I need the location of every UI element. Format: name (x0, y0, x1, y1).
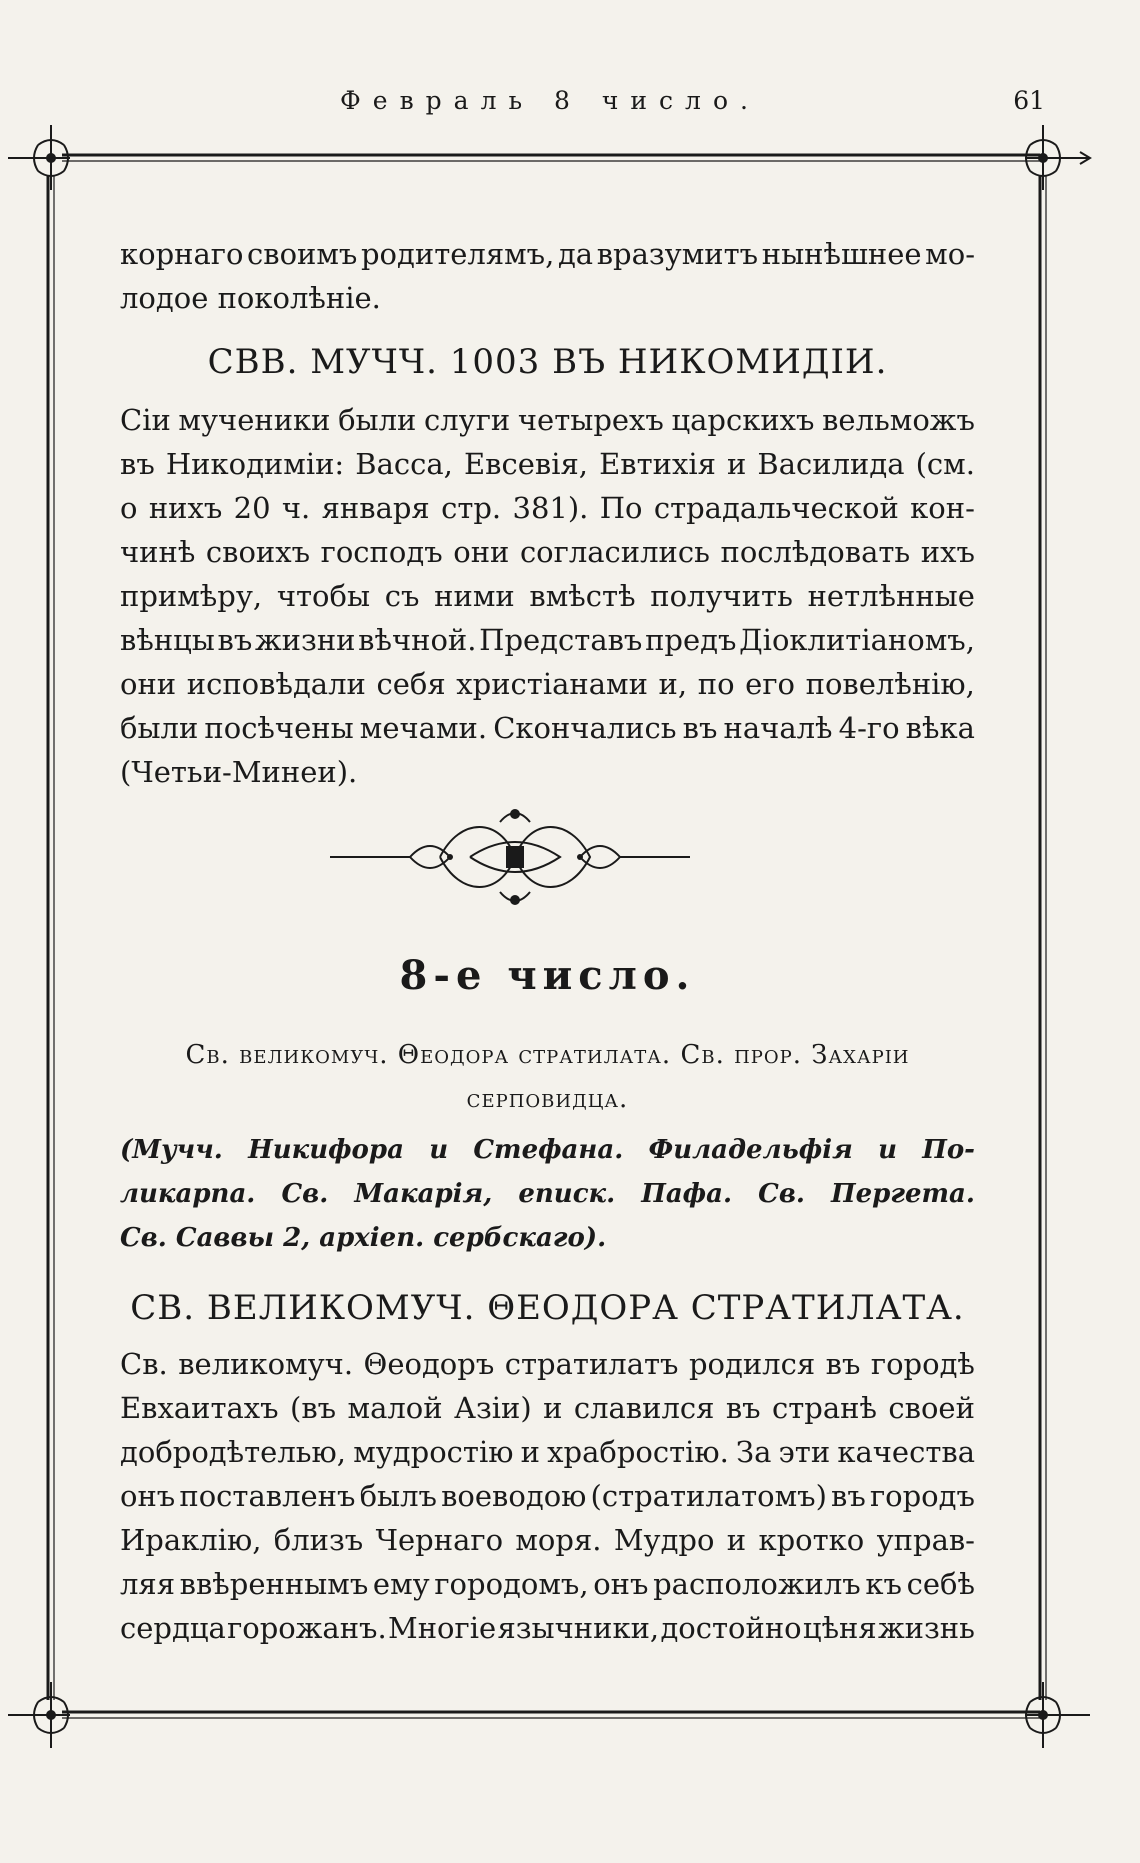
section-body (120, 398, 975, 794)
text-line: Ираклію, близъ Чернаго моря. Мудро и кротко управ- (120, 1523, 975, 1557)
text-line: ликарпа. Св. Макарія, еписк. Пафа. Св. Пергета. (120, 1179, 975, 1209)
commemorations-block (120, 1128, 975, 1260)
section-heading: СВ. ВЕЛИКОМУЧ. ΘЕОДОРА СТРАТИЛАТА. (130, 1288, 965, 1328)
corner-ornament-bottom-right (1025, 1682, 1090, 1748)
text-line: Евхаитахъ (въ малой Азіи) и славился въ странѣ своей (120, 1391, 975, 1425)
saints-of-day-line2: серповидца. (466, 1084, 629, 1114)
text-line: лодое поколѣніе. (120, 281, 381, 315)
text-line: вѣнцы въ жизни вѣчной. Представъ предъ Діоклитіаномъ, (120, 623, 975, 657)
text-line: сердца горожанъ. Многіе язычники, достойно цѣня жизнь (120, 1611, 975, 1645)
text-line: въ Никодиміи: Васса, Евсевія, Евтихія и Василида (см. (120, 447, 975, 481)
text-line: (Мучч. Никифора и Стефана. Филадельфія и По- (120, 1135, 975, 1165)
text-line: они исповѣдали себя христіанами и, по его повелѣнію, (120, 667, 975, 701)
text-line: (Четьи-Минеи). (120, 755, 358, 789)
text-line: Сіи мученики были слуги четырехъ царскихъ вельможъ (120, 403, 975, 437)
text-line: ляя ввѣреннымъ ему городомъ, онъ расположилъ къ себѣ (120, 1567, 975, 1601)
intro-paragraph (120, 232, 975, 320)
corner-ornament-bottom-left (8, 1682, 70, 1748)
page-number: 61 (1013, 86, 1045, 115)
saints-of-day-line1: Св. великомуч. Θеодора стратилата. Св. прор. Захаріи (185, 1040, 910, 1070)
text-line: чинѣ своихъ господъ они согласились послѣдовать ихъ (120, 535, 975, 569)
text-line: примѣру, чтобы съ ними вмѣстѣ получить нетлѣнные (120, 579, 975, 613)
text-line: онъ поставленъ былъ воеводою (стратилатомъ) въ городъ (120, 1479, 975, 1513)
text-line: Св. великомуч. Θеодоръ стратилатъ родился въ городѣ (120, 1347, 975, 1381)
text-line: Св. Саввы 2, архіеп. сербскаго). (120, 1223, 607, 1253)
section-heading: СВВ. МУЧЧ. 1003 ВЪ НИКОМИДІИ. (207, 342, 888, 382)
day-heading: 8-е число. (399, 952, 696, 999)
text-line: о нихъ 20 ч. января стр. 381). По страдальческой кон- (120, 491, 975, 525)
text-line: были посѣчены мечами. Скончались въ началѣ 4-го вѣка (120, 711, 975, 745)
text-line: корнаго своимъ родителямъ, да вразумитъ нынѣшнее мо- (120, 237, 975, 271)
running-head (0, 86, 1140, 126)
corner-ornament-top-right (1025, 125, 1090, 190)
ornamental-divider (330, 802, 700, 912)
text-line: добродѣтелью, мудростію и храбростію. За эти качества (120, 1435, 975, 1469)
section-body (120, 1342, 975, 1650)
corner-ornament-top-left (8, 125, 70, 190)
running-title: Февраль 8 число. (340, 86, 760, 115)
